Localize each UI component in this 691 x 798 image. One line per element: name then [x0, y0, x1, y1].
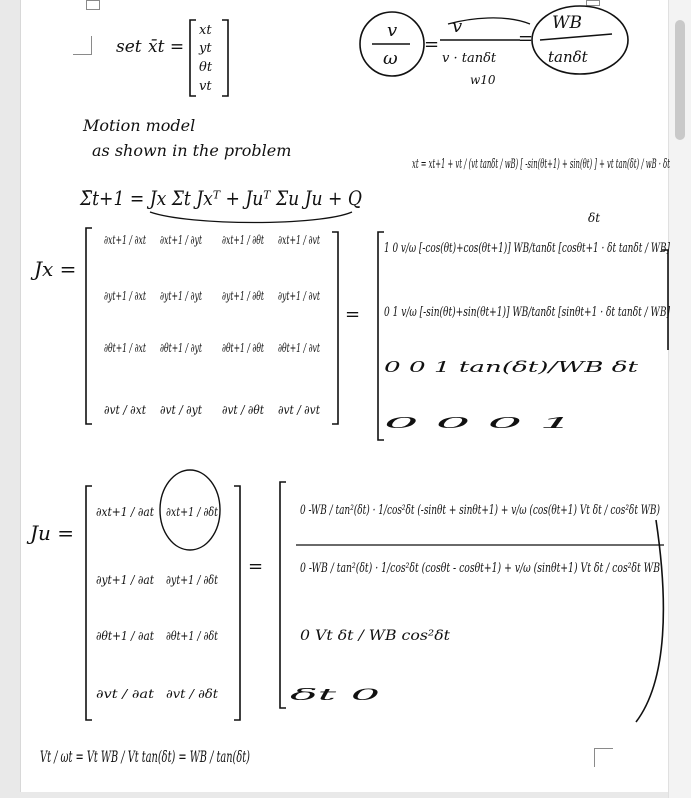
ju-entry: ∂θt+1 / ∂at	[96, 629, 155, 643]
jx-entry: ∂xt+1 / ∂yt	[160, 233, 203, 247]
jx-entry: ∂vt / ∂vt	[278, 403, 321, 417]
jx-entry: ∂yt+1 / ∂yt	[160, 289, 203, 303]
ratio-num-v: v	[452, 16, 463, 37]
ratio-eq2: =	[518, 28, 534, 49]
delta-t-mark: δt	[588, 211, 601, 225]
ju-entry: ∂θt+1 / ∂δt	[166, 629, 219, 643]
ju-entry: ∂vt / ∂at	[96, 687, 155, 701]
ratio-denom-w: w10	[470, 73, 496, 87]
ju-rhs-row: 0 -WB / tan²(δt) · 1/cos²δt (-sinθt + sinθt+1) + v/ω (cos(θt+1) Vt δt / cos²δt WB)	[300, 503, 660, 518]
ratio-wb: WB	[552, 13, 582, 33]
jx-entry: ∂θt+1 / ∂xt	[104, 341, 147, 355]
jx-entry: ∂vt / ∂xt	[104, 403, 147, 417]
ju-label: Ju =	[30, 521, 75, 545]
jx-entry: ∂vt / ∂θt	[222, 403, 265, 417]
state-theta: θt	[199, 60, 213, 75]
state-v: vt	[199, 79, 212, 94]
set-label: set	[116, 37, 142, 57]
ratio-omega: ω	[383, 48, 398, 69]
ju-rhs-row: δt 0	[290, 685, 380, 704]
jx-entry: ∂θt+1 / ∂vt	[278, 341, 321, 355]
state-y: yt	[199, 41, 212, 56]
ju-entry: ∂xt+1 / ∂at	[96, 505, 155, 519]
jx-entry: ∂xt+1 / ∂xt	[104, 233, 147, 247]
bottom-equation: Vt / ωt = Vt WB / Vt tan(δt) = WB / tan(δt)	[40, 747, 250, 766]
state-vector-name: x̄t =	[148, 37, 185, 57]
ratio-denom: v · tanδt	[442, 51, 497, 66]
jx-entry: ∂yt+1 / ∂xt	[104, 289, 147, 303]
xt-update: xt = xt+1 + vt / (vt tanδt / wB) [ -sin(θt+1) + sin(θt) ] + vt tan(δt) / wB · δt	[412, 157, 671, 172]
ju-entry: ∂xt+1 / ∂δt	[166, 505, 219, 519]
ratio-tan: tanδt	[548, 48, 588, 66]
ju-entry: ∂yt+1 / ∂δt	[166, 573, 219, 587]
jx-entry: ∂vt / ∂yt	[160, 403, 203, 417]
jx-rhs-row: 0 0 0 1	[384, 414, 574, 432]
jx-matrix	[104, 233, 320, 417]
jx-entry: ∂θt+1 / ∂θt	[222, 341, 265, 355]
ratio-v: v	[387, 20, 398, 41]
jx-entry: ∂xt+1 / ∂θt	[222, 233, 265, 247]
jx-rhs-row: 1 0 v/ω [-cos(θt)+cos(θt+1)] WB/tanδt [cosθt+1 · δt tanδt / WB]	[384, 241, 671, 256]
ratio-eq1: =	[424, 34, 440, 55]
jx-entry: ∂yt+1 / ∂vt	[278, 289, 321, 303]
ju-rhs-row: 0 -WB / tan²(δt) · 1/cos²δt (cosθt - cosθt+1) + v/ω (sinθt+1) Vt δt / cos²δt WB	[300, 561, 660, 576]
jx-rhs-row: 0 1 v/ω [-sin(θt)+sin(θt+1)] WB/tanδt [sinθt+1 · δt tanδt / WB]	[384, 305, 671, 320]
ju-rhs-row: 0 Vt δt / WB cos²δt	[300, 628, 451, 644]
ju-entry: ∂yt+1 / ∂at	[96, 573, 155, 587]
jx-entry: ∂xt+1 / ∂vt	[278, 233, 321, 247]
ju-matrix	[96, 505, 218, 701]
motion-model-sub: as shown in the problem	[92, 141, 292, 160]
jx-entry: ∂θt+1 / ∂yt	[160, 341, 203, 355]
jx-equals: =	[345, 304, 361, 325]
state-x: xt	[199, 23, 212, 38]
jx-entry: ∂yt+1 / ∂θt	[222, 289, 265, 303]
covariance-update: Σ̄t+1 = Jx Σt Jxᵀ + Juᵀ Σu Ju + Q	[79, 186, 362, 210]
ju-entry: ∂vt / ∂δt	[166, 687, 219, 701]
jx-rhs-row: 0 0 1 tan(δt)/WB δt	[384, 358, 640, 376]
ju-equals: =	[248, 556, 264, 577]
motion-model-title: Motion model	[83, 116, 196, 135]
jx-label: Jx =	[34, 257, 77, 281]
